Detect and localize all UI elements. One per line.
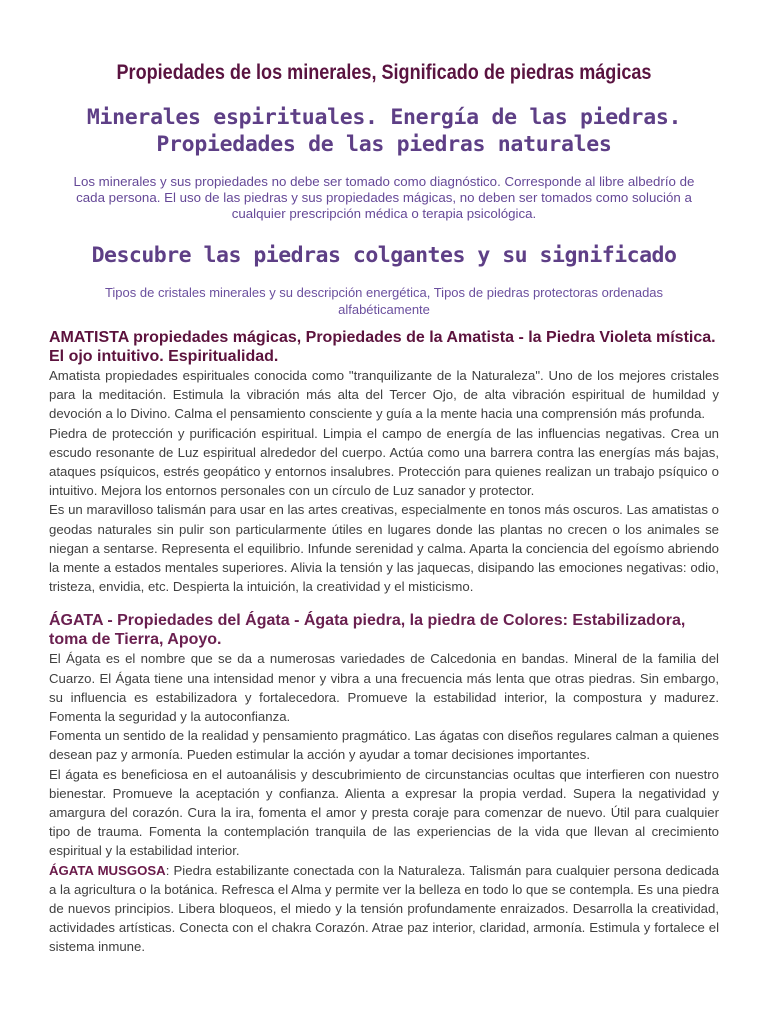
agata-title: ÁGATA - Propiedades del Ágata - Ágata piedra, la piedra de Colores: Estabilizadora, toma de Tierra, Apoyo. xyxy=(49,612,686,649)
section-subheading: Descubre las piedras colgantes y su significado xyxy=(91,243,677,268)
amatista-paragraph-1: Amatista propiedades espirituales conocida como "tranquilizante de la Naturaleza". Uno de los mejores cristales para la meditación. Estimula la vibración más alta del Tercer Ojo, de alta vibración espiritual de humildad y devoción a lo Divino. Calma el pensamiento consciente y guía a la mente hacia una comprensión más profunda. xyxy=(49,368,719,422)
agata-musgosa-term: ÁGATA MUSGOSA xyxy=(49,862,166,878)
agata-paragraph-1: El Ágata es el nombre que se da a numerosas variedades de Calcedonia en bandas. Mineral de la familia del Cuarzo. El Ágata tiene una intensidad menor y vibra a una frecuencia más lenta que otras piedras. Sin embargo, su influencia es estabilizadora y fortalecedora. Promueve la estabilidad interior, la compostura y madurez. Fomenta la seguridad y la autoconfianza. xyxy=(49,651,719,725)
agata-paragraph-2: Fomenta un sentido de la realidad y pensamiento pragmático. Las ágatas con diseños regulares calman a quienes desean paz y armonía. Pueden estimular la acción y ayudar a tomar decisiones importantes. xyxy=(49,728,719,763)
disclaimer-text: Los minerales y sus propiedades no debe ser tomado como diagnóstico. Corresponde al libre albedrío de cada persona. El uso de las piedras y sus propiedades mágicas, no deben ser tomados como solución a cualquier prescripción médica o terapia psicológica. xyxy=(73,174,695,221)
agata-paragraph-3: El ágata es beneficiosa en el autoanálisis y descubrimiento de circunstancias ocultas que interfieren con nuestro bienestar. Promueve la aceptación y confianza. Alienta a expresar la propia verdad. Supera la negatividad y amargura del corazón. Cura la ira, fomenta el amor y presta coraje para comenzar de nuevo. Útil para cualquier tipo de trauma. Fomenta la contemplación tranquila de las experiencias de la vida que llevan al crecimiento espiritual y la estabilidad interior. xyxy=(49,766,719,859)
agata-musgosa-paragraph xyxy=(49,861,719,957)
agata-musgosa-text: : Piedra estabilizante conectada con la Naturaleza. Talismán para cualquier persona dedicada a la agricultura o la botánica. Refresca el Alma y permite ver la belleza en todo lo que se contempla. Es una piedra de nuevos principios. Libera bloqueos, el miedo y la tensión profundamente enraizados. Desarrolla la creatividad, actividades artísticas. Conecta con el chakra Corazón. Atrae paz interior, claridad, armonía. Estimula y fortalece el sistema inmune. xyxy=(49,862,719,955)
amatista-paragraph-3: Es un maravilloso talismán para usar en las artes creativas, especialmente en tonos más oscuros. Las amatistas o geodas naturales sin pulir son particularmente útiles en lugares donde las plantas no crecen o los animales se niegan a sentarse. Representa el equilibrio. Infunde serenidad y calma. Aparta la conciencia del egoísmo abriendo la mente a estados mentales superiores. Alivia la tensión y las jaquecas, disipando las emociones negativas: odio, tristeza, envidia, etc. Despierta la intuición, la creatividad y el misticismo. xyxy=(49,502,719,595)
subtitle-text: Tipos de cristales minerales y su descripción energética, Tipos de piedras protectoras ordenadas alfabéticamente xyxy=(104,285,664,317)
amatista-title: AMATISTA propiedades mágicas, Propiedades de la Amatista - la Piedra Violeta mística. El ojo intuitivo. Espiritualidad. xyxy=(49,329,716,365)
amatista-paragraph-2: Piedra de protección y purificación espiritual. Limpia el campo de energía de las influencias negativas. Crea un escudo resonante de Luz espiritual alrededor del cuerpo. Actúa como una barrera contra las energías más bajas, ataques psíquicos, estrés geopático y entornos insalubres. Protección para quienes realizan un trabajo psíquico o intuitivo. Mejora los entornos personales con un círculo de Luz sanador y protector. xyxy=(49,425,719,499)
main-title: Propiedades de los minerales, Significado de piedras mágicas xyxy=(116,61,652,84)
page-heading: Minerales espirituales. Energía de las piedras. Propiedades de las piedras naturales xyxy=(86,105,682,157)
